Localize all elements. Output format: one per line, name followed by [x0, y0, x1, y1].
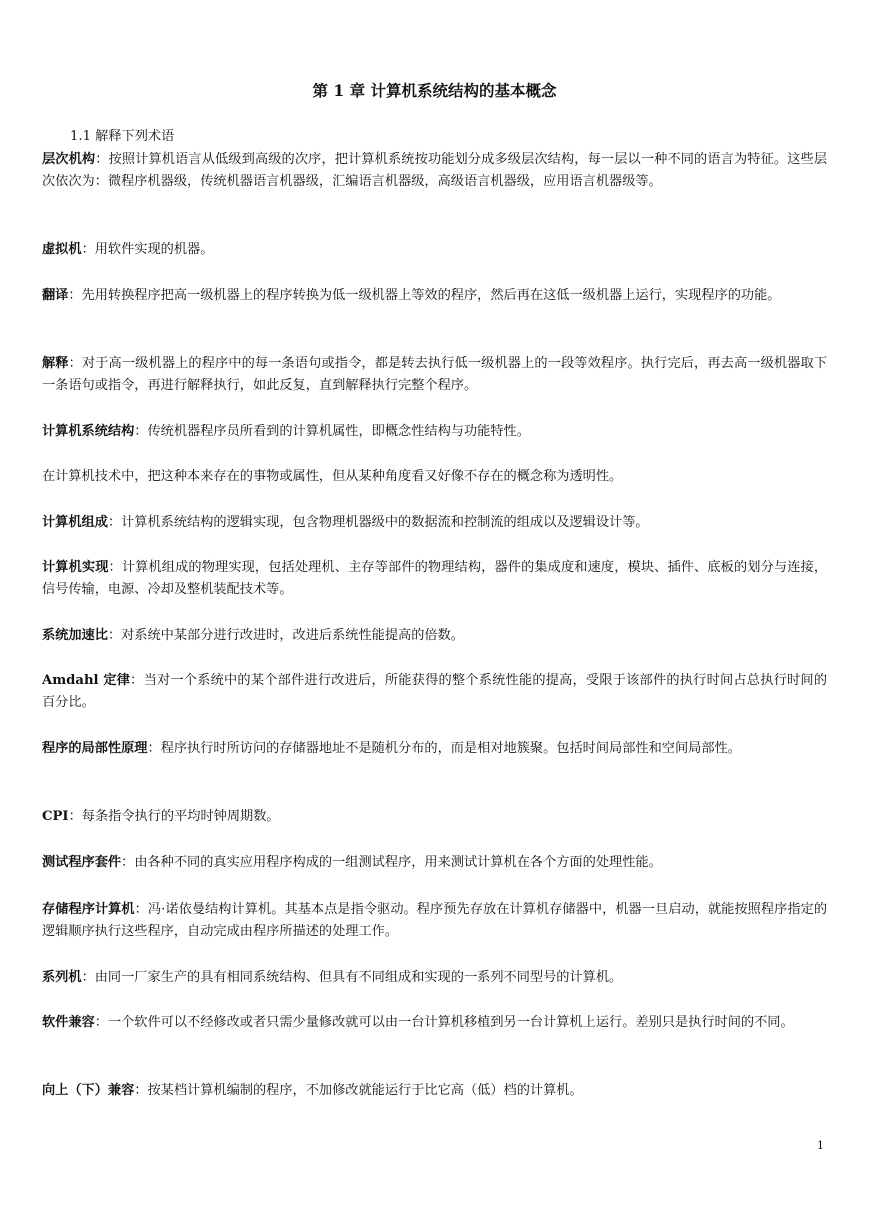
- term-definition: 按某档计算机编制的程序，不加修改就能运行于比它高（低）档的计算机。: [147, 1083, 583, 1098]
- term-entry: [42, 1080, 827, 1102]
- term-separator: ：: [107, 515, 122, 530]
- term-definition: 计算机系统结构的逻辑实现，包含物理机器级中的数据流和控制流的组成以及逻辑设计等。: [121, 515, 649, 530]
- term-definition: 计算机组成的物理实现，包括处理机、主存等部件的物理结构，器件的集成度和速度，模块、插件、底板的划分与连接，信号传输，电源、冷却及整机装配技术等。: [42, 560, 828, 598]
- term-name: 软件兼容: [42, 1015, 95, 1030]
- term-definition: 传统机器程序员所看到的计算机属性，即概念性结构与功能特性。: [147, 424, 530, 439]
- term-name: 层次机构: [42, 152, 96, 167]
- term-definition: 先用转换程序把高一级机器上的程序转换为低一级机器上等效的程序，然后再在这低一级机器上运行，实现程序的功能。: [81, 288, 781, 303]
- page-number: 1: [817, 1139, 824, 1152]
- term-entry: [42, 353, 827, 398]
- term-separator: ：: [147, 741, 161, 756]
- term-name: 系统加速比: [42, 628, 108, 643]
- term-name: 向上（下）兼容: [42, 1083, 135, 1098]
- term-separator: ：: [68, 809, 82, 824]
- term-separator: ：: [68, 356, 82, 371]
- term-entry: [42, 899, 827, 944]
- term-entry: [42, 670, 827, 715]
- term-entry: [42, 967, 827, 989]
- term-separator: ：: [81, 970, 95, 985]
- term-definition: 对系统中某部分进行改进时，改进后系统性能提高的倍数。: [121, 628, 464, 643]
- term-separator: ：: [134, 424, 148, 439]
- term-separator: ：: [134, 902, 148, 917]
- term-name: CPI: [42, 809, 69, 824]
- term-name: 翻译: [42, 288, 69, 303]
- term-name: Amdahl 定律: [42, 673, 131, 688]
- term-name: 虚拟机: [42, 242, 82, 257]
- term-definition: 按照计算机语言从低级到高级的次序，把计算机系统按功能划分成多级层次结构，每一层以一种不同的语言为特征。这些层次依次为：微程序机器级，传统机器语言机器级，汇编语言机器级，高级语言机器级，应用语言机器级等。: [42, 152, 828, 190]
- term-separator: ：: [95, 152, 109, 167]
- term-separator: ：: [94, 1015, 108, 1030]
- term-separator: ：: [134, 1083, 148, 1098]
- term-entry: [42, 557, 827, 602]
- term-entry: [42, 512, 827, 534]
- term-entry: [42, 285, 827, 307]
- term-separator: ：: [81, 242, 95, 257]
- term-definition: 由各种不同的真实应用程序构成的一组测试程序，用来测试计算机在各个方面的处理性能。: [134, 855, 662, 870]
- term-definition: 冯·诺依曼结构计算机。其基本点是指令驱动。程序预先存放在计算机存储器中，机器一旦启动，就能按照程序指定的逻辑顺序执行这些程序，自动完成由程序所描述的处理工作。: [42, 902, 828, 940]
- paragraph-text: 在计算机技术中，把这种本来存在的事物或属性，但从某种角度看又好像不存在的概念称为透明性。: [42, 469, 623, 484]
- term-name: 系列机: [42, 970, 82, 985]
- term-name: 测试程序套件: [42, 855, 122, 870]
- chapter-title: 第 1 章 计算机系统结构的基本概念: [312, 81, 557, 100]
- term-definition: 程序执行时所访问的存储器地址不是随机分布的，而是相对地簇聚。包括时间局部性和空间局部性。: [160, 741, 741, 756]
- term-name: 程序的局部性原理: [42, 741, 148, 756]
- paragraph-transparency: [42, 466, 827, 488]
- term-name: 计算机系统结构: [42, 424, 135, 439]
- term-separator: ：: [130, 673, 144, 688]
- term-definition: 由同一厂家生产的具有相同系统结构、但具有不同组成和实现的一系列不同型号的计算机。: [94, 970, 623, 985]
- term-name: 解释: [42, 356, 69, 371]
- term-definition: 用软件实现的机器。: [94, 242, 214, 257]
- term-entry: [42, 738, 827, 760]
- term-entry: [42, 852, 827, 874]
- term-entry: [42, 1012, 827, 1034]
- term-entry: [42, 149, 827, 194]
- term-name: 计算机组成: [42, 515, 108, 530]
- section-heading: 1.1 解释下列术语: [70, 129, 175, 144]
- term-entry: [42, 806, 827, 828]
- term-entry: [42, 421, 827, 443]
- term-definition: 每条指令执行的平均时钟周期数。: [81, 809, 280, 824]
- term-separator: ：: [108, 560, 122, 575]
- term-separator: ：: [68, 288, 82, 303]
- term-entry: [42, 625, 827, 647]
- term-definition: 当对一个系统中的某个部件进行改进后，所能获得的整个系统性能的提高，受限于该部件的执行时间占总执行时间的百分比。: [42, 673, 828, 711]
- term-definition: 一个软件可以不经修改或者只需少量修改就可以由一台计算机移植到另一台计算机上运行。差别只是执行时间的不同。: [107, 1015, 794, 1030]
- term-name: 存储程序计算机: [42, 902, 135, 917]
- term-separator: ：: [107, 628, 122, 643]
- term-entry: [42, 239, 827, 261]
- term-definition: 对于高一级机器上的程序中的每一条语句或指令，都是转去执行低一级机器上的一段等效程序。执行完后，再去高一级机器取下一条语句或指令，再进行解释执行，如此反复，直到解释执行完整个程序。: [42, 356, 828, 394]
- term-name: 计算机实现: [42, 560, 109, 575]
- term-separator: ：: [121, 855, 135, 870]
